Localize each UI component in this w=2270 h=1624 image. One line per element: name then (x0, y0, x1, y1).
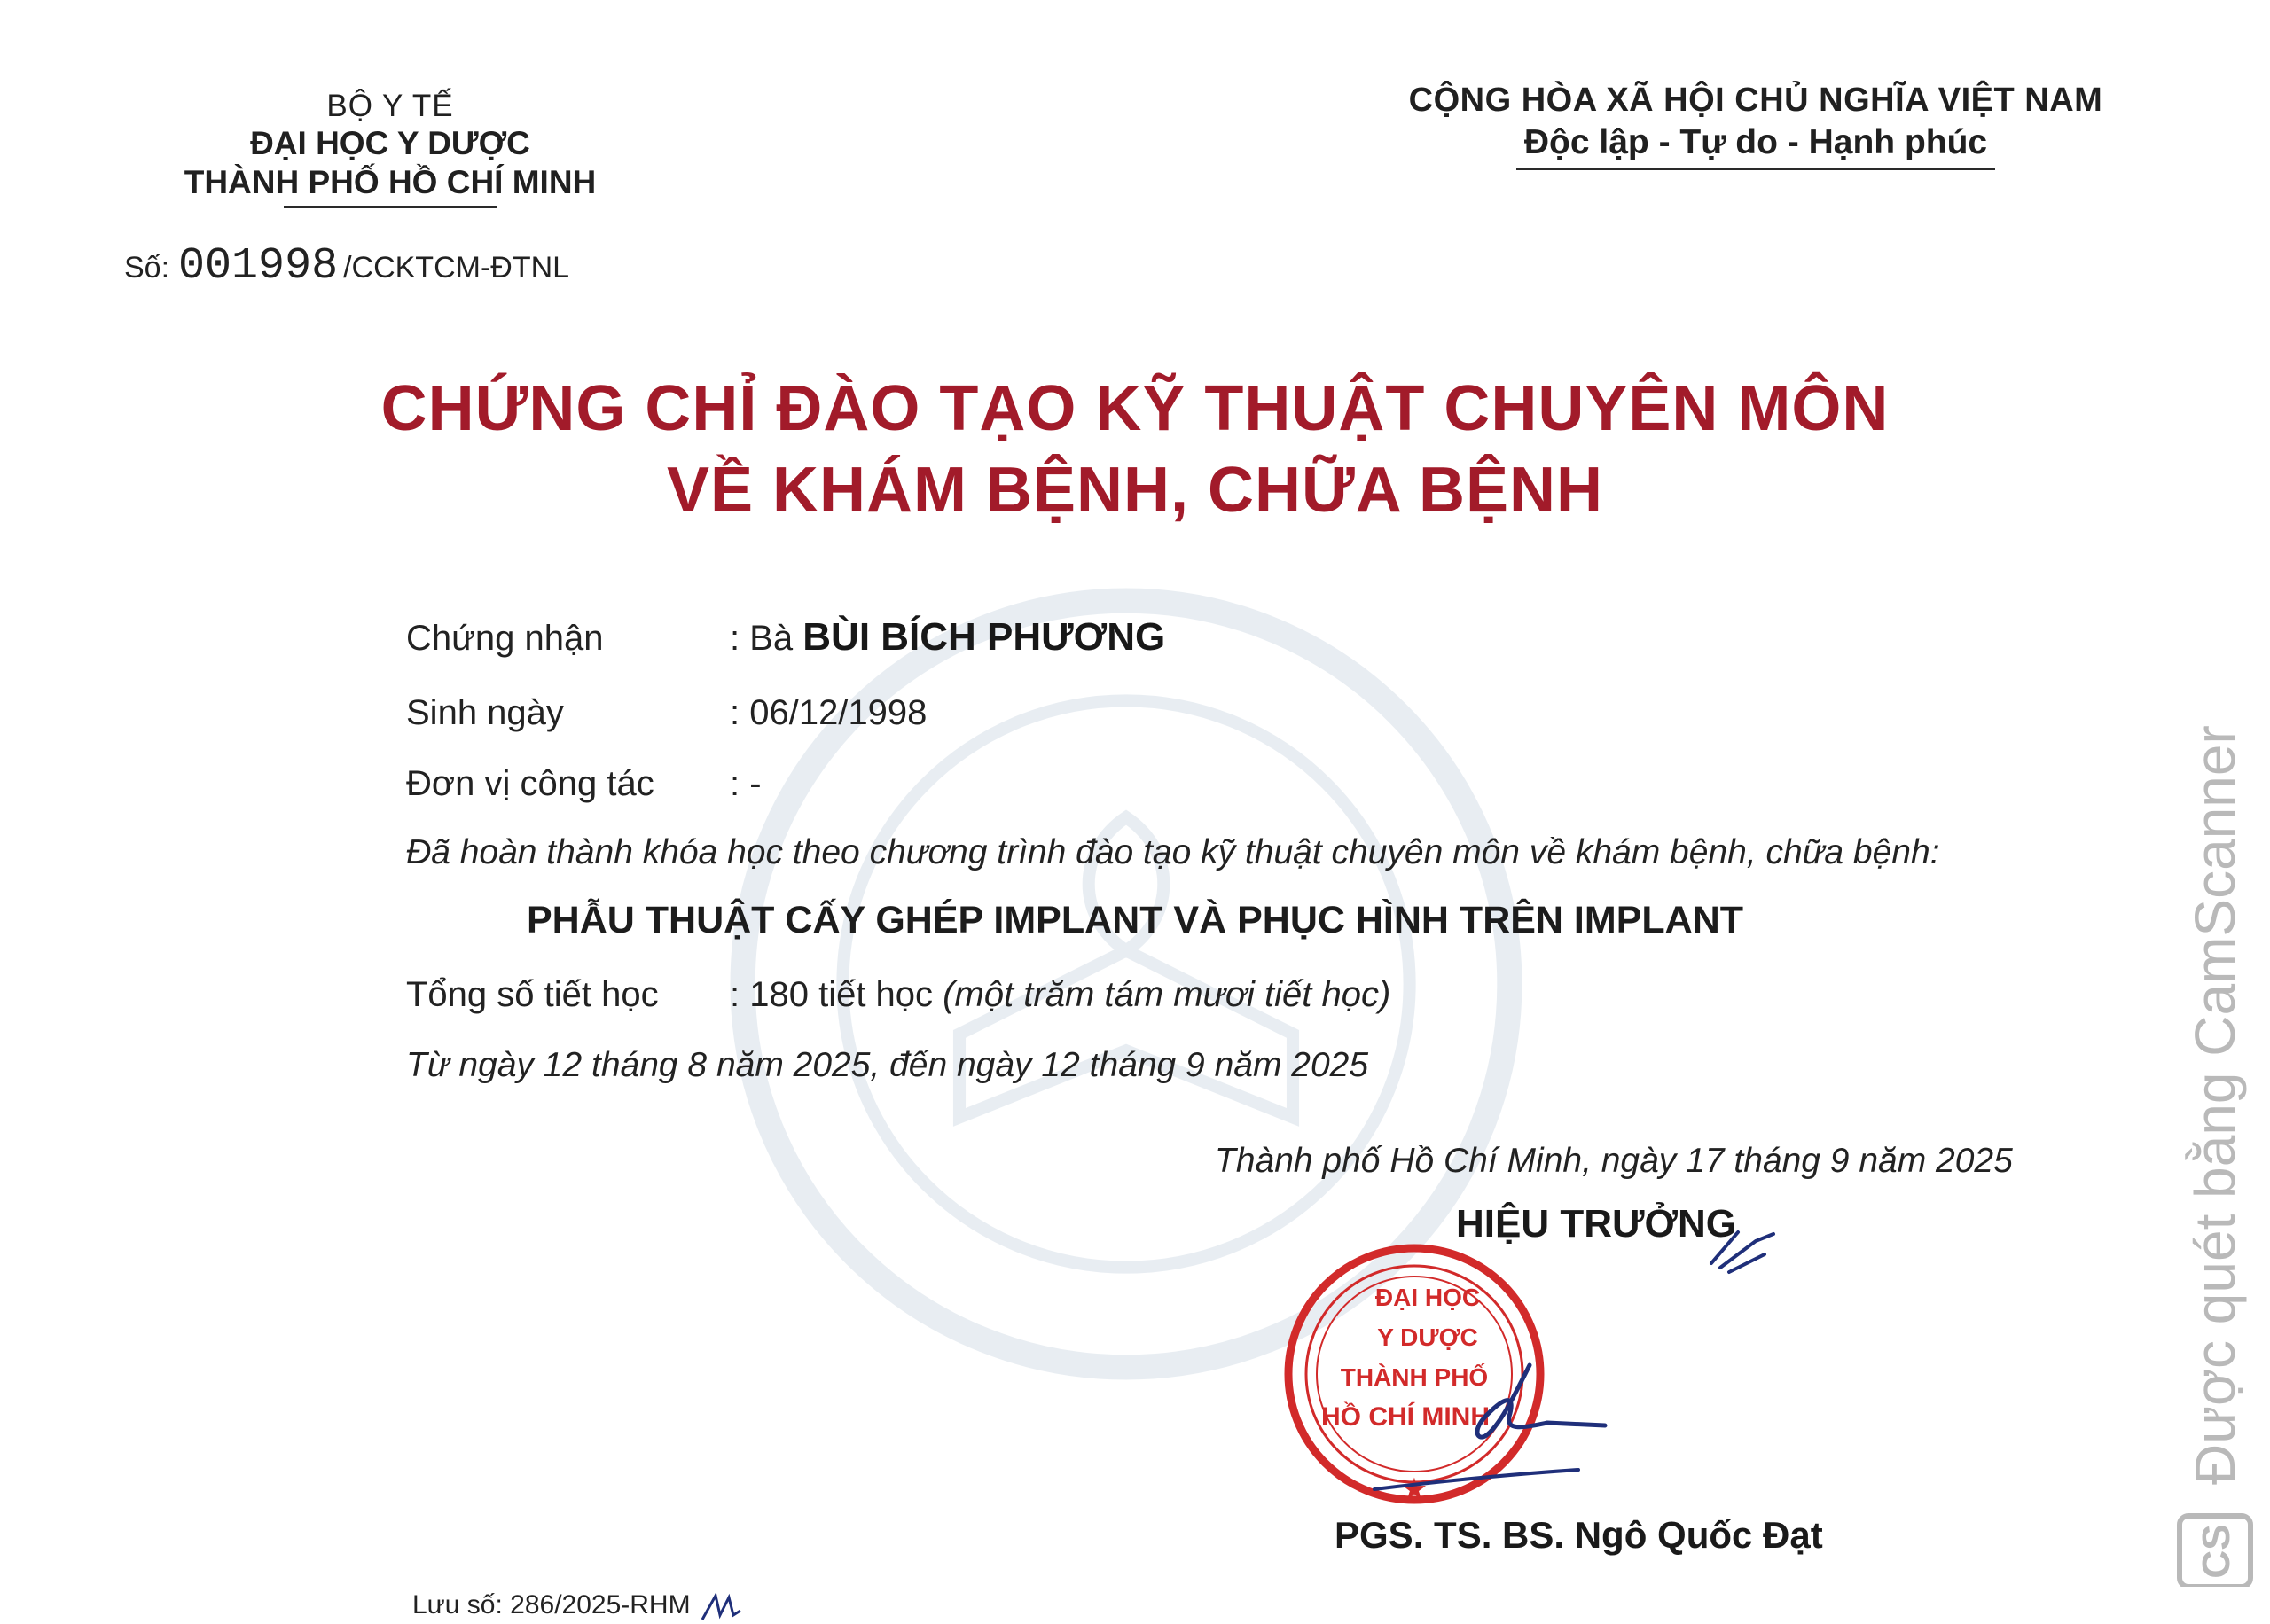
hours-value: : 180 tiết học (730, 975, 934, 1014)
course-name: PHẪU THUẬT CẤY GHÉP IMPLANT VÀ PHỤC HÌNH TRÊN IMPLANT (526, 899, 1744, 941)
initial-mark-icon (1702, 1223, 1782, 1277)
hours-row (730, 975, 1390, 1015)
national-motto: Độc lập - Tự do - Hạnh phúc (1523, 123, 1988, 161)
issuer-header (124, 89, 656, 208)
certificate-title-line2: VỀ KHÁM BỆNH, CHỮA BỆNH (666, 455, 1604, 526)
number-suffix: /CCKTCM-ĐTNL (343, 251, 570, 285)
seal-text-line2: Y DƯỢC (1377, 1323, 1478, 1351)
ministry-name: BỘ Y TẾ (326, 89, 454, 123)
rector-title: HIỆU TRƯỞNG (1456, 1202, 1737, 1245)
completion-statement: Đã hoàn thành khóa học theo chương trình đào tạo kỹ thuật chuyên môn về khám bệnh, chữa bệnh: (406, 833, 1940, 871)
course-period: Từ ngày 12 tháng 8 năm 2025, đến ngày 12 tháng 9 năm 2025 (406, 1046, 1369, 1084)
certify-label: Chứng nhận (406, 619, 604, 658)
place-and-date: Thành phố Hồ Chí Minh, ngày 17 tháng 9 năm 2025 (1215, 1142, 2013, 1180)
archive-number (412, 1589, 742, 1624)
motto-underline (1516, 168, 1995, 170)
university-name-line1: ĐẠI HỌC Y DƯỢC (250, 125, 530, 161)
seal-text-line1: ĐẠI HỌC (1374, 1284, 1481, 1311)
seal-text-line3: THÀNH PHỐ (1340, 1363, 1489, 1391)
country-name: CỘNG HÒA XÃ HỘI CHỦ NGHĨA VIỆT NAM (1408, 82, 2103, 119)
recipient-row (730, 615, 1165, 660)
university-name-line2: THÀNH PHỐ HỒ CHÍ MINH (184, 164, 597, 200)
archive-initial-icon (698, 1589, 742, 1624)
number-value: 001998 (178, 241, 339, 292)
recipient-name: BÙI BÍCH PHƯƠNG (802, 615, 1166, 659)
camscanner-text: Được quét bằng CamScanner (2183, 725, 2247, 1485)
workplace-label: Đơn vị công tác (406, 764, 654, 803)
header-underline (284, 206, 497, 208)
svg-text:★: ★ (1402, 1475, 1427, 1504)
certificate-number (124, 241, 569, 292)
dob-label: Sinh ngày (406, 693, 564, 732)
signer-name: PGS. TS. BS. Ngô Quốc Đạt (1335, 1514, 1823, 1556)
hours-in-words: (một trăm tám mươi tiết học) (943, 975, 1391, 1014)
certificate-title-line1: CHỨNG CHỈ ĐÀO TẠO KỸ THUẬT CHUYÊN MÔN (380, 373, 1890, 444)
workplace-value: : - (730, 764, 762, 803)
seal-text-line4: HỒ CHÍ MINH (1321, 1402, 1490, 1432)
archive-number-text: Lưu số: 286/2025-RHM (412, 1589, 691, 1620)
hours-label: Tổng số tiết học (406, 975, 659, 1014)
dob-value: : 06/12/1998 (730, 693, 928, 732)
camscanner-badge-text: CS (2195, 1524, 2238, 1579)
national-header (1366, 82, 2146, 170)
number-label: Số: (124, 251, 170, 285)
certify-prefix: : Bà (730, 619, 794, 658)
camscanner-watermark (2155, 674, 2261, 1587)
